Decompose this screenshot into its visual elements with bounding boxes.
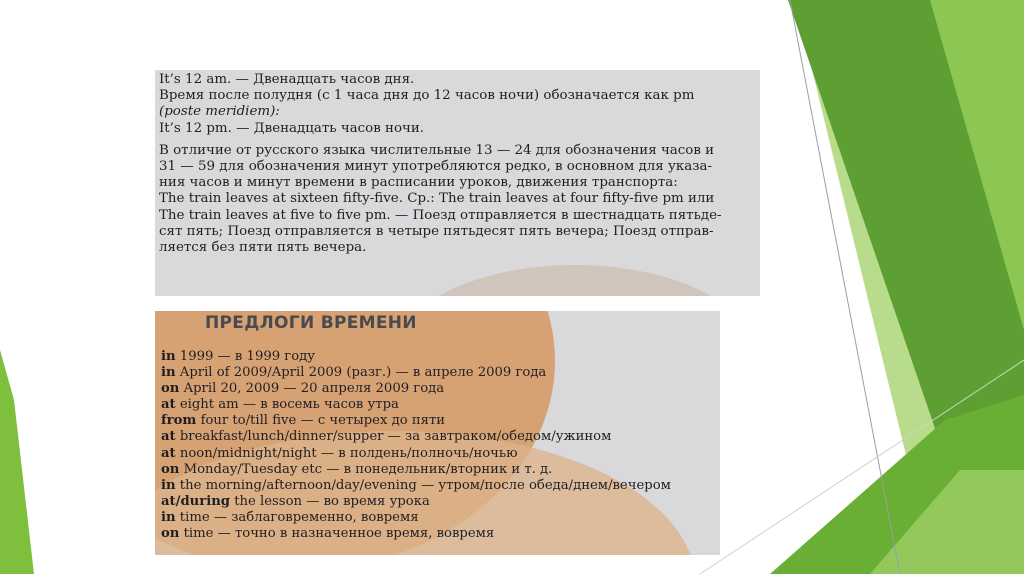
preposition-example: Monday/Tuesday etc — в понедельник/вторник и т. д. [179,461,553,477]
preposition-keyword: in [161,509,176,525]
preposition-example: April 20, 2009 — 20 апреля 2009 года [179,381,445,397]
excerpt-line: It’s 12 pm. — Двенадцать часов ночи. [159,120,425,136]
excerpt-paragraph-line: ния часов и минут времени в расписании уроков, движения транспорта: [159,175,678,191]
preposition-item [161,397,671,413]
excerpt-line: (poste meridiem): [159,104,280,120]
preposition-keyword: at/during [161,493,231,509]
excerpt-text [159,72,754,256]
preposition-keyword: on [161,526,180,542]
preposition-keyword: at [161,429,176,445]
preposition-example: noon/midnight/night — в полдень/полночь/ночью [175,445,518,461]
preposition-item [161,462,671,478]
preposition-keyword: on [161,381,180,397]
preposition-example: time — точно в назначенное время, вовремя [179,526,495,542]
section-heading: ПРЕДЛОГИ ВРЕМЕНИ [205,313,417,333]
preposition-item [161,413,671,429]
preposition-keyword: at [161,445,176,461]
preposition-example: time — заблаговременно, вовремя [175,509,419,525]
preposition-keyword: at [161,397,176,413]
scanned-excerpt-top [155,70,760,296]
preposition-keyword: on [161,461,180,477]
preposition-keyword: in [161,477,176,493]
preposition-item [161,478,671,494]
preposition-item [161,429,671,445]
excerpt-paragraph-line: В отличие от русского языка числительные 13 — 24 для обозначения часов и [159,142,715,158]
preposition-item [161,349,671,365]
excerpt-paragraph-line: The train leaves at five to five pm. — Поезд отправляется в шестнадцать пятьде- [159,207,722,223]
preposition-list [161,349,671,542]
left-green-strip [0,350,34,574]
preposition-example: the lesson — во время урока [230,493,430,509]
preposition-item [161,526,671,542]
preposition-example: 1999 — в 1999 году [175,349,316,364]
preposition-item [161,510,671,526]
preposition-item [161,494,671,510]
preposition-example: eight am — в восемь часов утра [175,397,399,413]
excerpt-line: Время после полудня (с 1 часа дня до 12 часов ночи) обозначается как pm [159,88,695,104]
scanned-excerpt-bottom [155,311,720,555]
preposition-keyword: in [161,349,176,364]
preposition-item [161,446,671,462]
excerpt-paragraph-line: The train leaves at sixteen fifty-five. Ср.: The train leaves at four fifty-five pm или [159,191,715,207]
preposition-example: April of 2009/April 2009 (разг.) — в апреле 2009 года [175,365,547,381]
preposition-item [161,381,671,397]
preposition-keyword: in [161,365,176,381]
excerpt-paragraph-line: ляется без пяти пять вечера. [159,240,367,256]
preposition-example: four to/till five — с четырех до пяти [196,413,446,429]
excerpt-paragraph-line: сят пять; Поезд отправляется в четыре пятьдесят пять вечера; Поезд отправ- [159,223,714,239]
preposition-example: breakfast/lunch/dinner/supper — за завтраком/обедом/ужином [175,429,612,445]
excerpt-paragraph-line: 31 — 59 для обозначения минут употребляются редко, в основном для указа- [159,159,713,175]
preposition-item [161,365,671,381]
preposition-example: the morning/afternoon/day/evening — утром/после обеда/днем/вечером [175,477,671,493]
excerpt-line: It’s 12 am. — Двенадцать часов дня. [159,72,415,87]
preposition-keyword: from [161,413,197,429]
